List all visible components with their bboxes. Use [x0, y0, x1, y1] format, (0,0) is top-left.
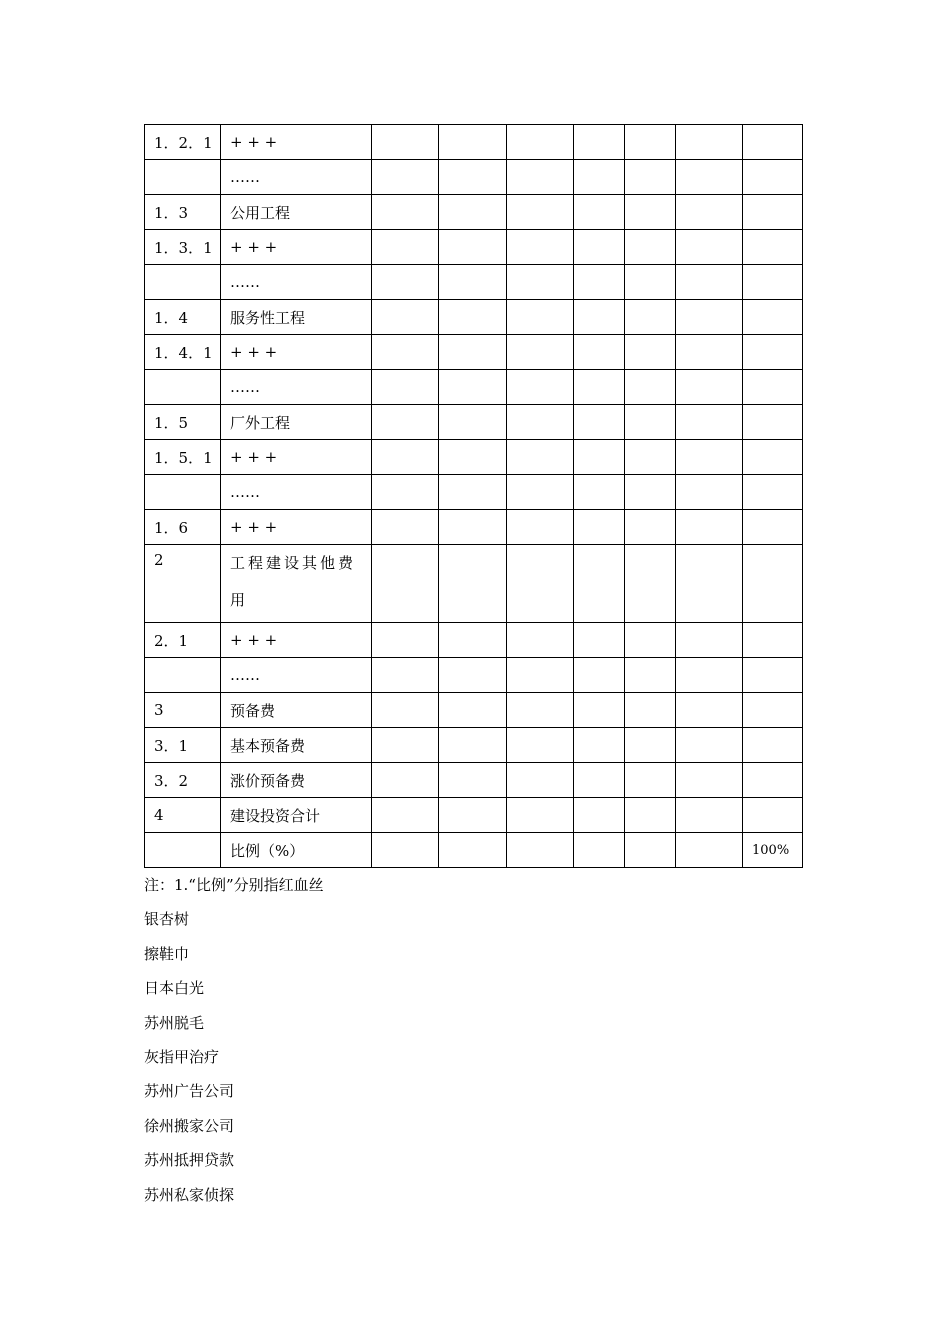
value-cell: [625, 833, 676, 868]
note-text-line: 苏州私家侦探: [144, 1185, 235, 1204]
value-cell: [676, 370, 743, 405]
row-number-cell: 1．6: [145, 510, 221, 545]
value-cell: [574, 475, 625, 510]
value-cell: [372, 833, 439, 868]
value-cell: [507, 125, 574, 160]
value-cell: [574, 195, 625, 230]
table-row: [145, 763, 803, 798]
value-cell: [574, 230, 625, 265]
value-cell: [676, 728, 743, 763]
row-number-cell: 1．5．1: [145, 440, 221, 475]
value-cell: [574, 763, 625, 798]
ratio-cell: [743, 510, 803, 545]
item-name-cell: + + +: [221, 440, 372, 475]
value-cell: [574, 370, 625, 405]
value-cell: [625, 195, 676, 230]
note-line: 注：1.“比例”分别指红血丝: [144, 876, 324, 894]
value-cell: [625, 335, 676, 370]
value-cell: [439, 658, 507, 693]
value-cell: [625, 763, 676, 798]
value-cell: [676, 335, 743, 370]
value-cell: [507, 265, 574, 300]
table-row: [145, 833, 803, 868]
ratio-cell: [743, 405, 803, 440]
value-cell: [676, 833, 743, 868]
item-name-cell: + + +: [221, 335, 372, 370]
value-cell: [439, 798, 507, 833]
row-number-cell: 2: [145, 545, 221, 623]
value-cell: [625, 475, 676, 510]
value-cell: [676, 545, 743, 623]
value-cell: [574, 440, 625, 475]
value-cell: [507, 798, 574, 833]
value-cell: [439, 230, 507, 265]
note-text-line: 苏州抵押贷款: [144, 1151, 235, 1170]
table-row: [145, 300, 803, 335]
row-number-cell: 2．1: [145, 623, 221, 658]
table-row: [145, 798, 803, 833]
row-number-cell: 1．5: [145, 405, 221, 440]
value-cell: [676, 763, 743, 798]
ratio-cell: [743, 798, 803, 833]
value-cell: [439, 475, 507, 510]
value-cell: [507, 160, 574, 195]
note-text-line: 徐州搬家公司: [144, 1116, 235, 1135]
table-body: [145, 125, 803, 868]
table-row: [145, 265, 803, 300]
item-name-cell: 工程建设其他费用: [221, 545, 372, 623]
value-cell: [574, 300, 625, 335]
value-cell: [507, 833, 574, 868]
value-cell: [439, 440, 507, 475]
value-cell: [625, 693, 676, 728]
value-cell: [574, 728, 625, 763]
value-cell: [372, 658, 439, 693]
ratio-cell: [743, 160, 803, 195]
table-row: [145, 623, 803, 658]
value-cell: [507, 440, 574, 475]
item-name-cell: 涨价预备费: [221, 763, 372, 798]
value-cell: [372, 335, 439, 370]
row-number-cell: 3．2: [145, 763, 221, 798]
value-cell: [625, 160, 676, 195]
value-cell: [507, 728, 574, 763]
value-cell: [439, 405, 507, 440]
value-cell: [625, 545, 676, 623]
row-number-cell: 1．2．1: [145, 125, 221, 160]
ratio-cell: [743, 545, 803, 623]
value-cell: [507, 370, 574, 405]
table-row: [145, 693, 803, 728]
value-cell: [439, 370, 507, 405]
value-cell: [372, 623, 439, 658]
value-cell: [372, 370, 439, 405]
note-text-line: 日本白光: [144, 979, 205, 998]
note-text-line: 灰指甲治疗: [144, 1047, 220, 1066]
value-cell: [439, 160, 507, 195]
item-name-cell: 厂外工程: [221, 405, 372, 440]
value-cell: [676, 623, 743, 658]
value-cell: [507, 475, 574, 510]
row-number-cell: 1．3．1: [145, 230, 221, 265]
item-name-cell: + + +: [221, 510, 372, 545]
table-row: [145, 440, 803, 475]
item-name-cell: 公用工程: [221, 195, 372, 230]
value-cell: [625, 230, 676, 265]
value-cell: [372, 510, 439, 545]
value-cell: [439, 623, 507, 658]
value-cell: [507, 230, 574, 265]
item-name-cell: ……: [221, 658, 372, 693]
item-name-cell: 服务性工程: [221, 300, 372, 335]
value-cell: [372, 405, 439, 440]
value-cell: [439, 693, 507, 728]
item-name-cell: + + +: [221, 623, 372, 658]
value-cell: [439, 300, 507, 335]
value-cell: [676, 510, 743, 545]
row-number-cell: 4: [145, 798, 221, 833]
table-row: [145, 335, 803, 370]
row-number-cell: [145, 658, 221, 693]
item-name-cell: ……: [221, 265, 372, 300]
note-text-line: 擦鞋巾: [144, 944, 190, 963]
value-cell: [507, 300, 574, 335]
row-number-cell: 3．1: [145, 728, 221, 763]
value-cell: [676, 230, 743, 265]
ratio-cell: [743, 693, 803, 728]
value-cell: [439, 335, 507, 370]
value-cell: [625, 658, 676, 693]
value-cell: [625, 370, 676, 405]
value-cell: [574, 510, 625, 545]
note-text-line: 银杏树: [144, 910, 190, 929]
ratio-cell: [743, 440, 803, 475]
value-cell: [625, 300, 676, 335]
value-cell: [676, 125, 743, 160]
value-cell: [372, 763, 439, 798]
value-cell: [372, 195, 439, 230]
value-cell: [439, 545, 507, 623]
value-cell: [574, 125, 625, 160]
table-row: [145, 370, 803, 405]
value-cell: [372, 300, 439, 335]
value-cell: [574, 335, 625, 370]
table-row: [145, 160, 803, 195]
investment-estimate-table: [144, 124, 803, 868]
value-cell: [372, 693, 439, 728]
value-cell: [439, 195, 507, 230]
value-cell: [625, 510, 676, 545]
value-cell: [574, 160, 625, 195]
value-cell: [625, 265, 676, 300]
row-number-cell: 1．4: [145, 300, 221, 335]
ratio-cell: [743, 370, 803, 405]
value-cell: [676, 300, 743, 335]
value-cell: [507, 658, 574, 693]
value-cell: [625, 798, 676, 833]
row-number-cell: 1．3: [145, 195, 221, 230]
table-row: [145, 545, 803, 623]
value-cell: [625, 440, 676, 475]
value-cell: [507, 510, 574, 545]
value-cell: [676, 475, 743, 510]
value-cell: [372, 265, 439, 300]
ratio-cell: [743, 125, 803, 160]
table-row: [145, 125, 803, 160]
value-cell: [574, 693, 625, 728]
value-cell: [439, 833, 507, 868]
table-row: [145, 230, 803, 265]
value-cell: [625, 728, 676, 763]
ratio-cell: [743, 265, 803, 300]
ratio-cell: [743, 623, 803, 658]
value-cell: [625, 405, 676, 440]
value-cell: [574, 545, 625, 623]
note-text-line: 苏州广告公司: [144, 1082, 235, 1101]
note-text-line: 苏州脱毛: [144, 1013, 205, 1032]
value-cell: [439, 728, 507, 763]
row-number-cell: 3: [145, 693, 221, 728]
value-cell: [676, 693, 743, 728]
value-cell: [507, 545, 574, 623]
ratio-cell: [743, 300, 803, 335]
table-row: [145, 475, 803, 510]
table-row: [145, 405, 803, 440]
table-row: [145, 658, 803, 693]
value-cell: [439, 763, 507, 798]
value-cell: [372, 545, 439, 623]
value-cell: [439, 265, 507, 300]
ratio-cell: [743, 335, 803, 370]
value-cell: [372, 475, 439, 510]
row-number-cell: [145, 265, 221, 300]
value-cell: [676, 405, 743, 440]
value-cell: [372, 230, 439, 265]
item-name-cell: ……: [221, 475, 372, 510]
row-number-cell: [145, 370, 221, 405]
value-cell: [507, 335, 574, 370]
value-cell: [507, 405, 574, 440]
row-number-cell: [145, 160, 221, 195]
item-name-cell: 基本预备费: [221, 728, 372, 763]
item-name-cell: 比例（%）: [221, 833, 372, 868]
table-row: [145, 510, 803, 545]
value-cell: [676, 265, 743, 300]
table-row: [145, 195, 803, 230]
value-cell: [372, 728, 439, 763]
row-number-cell: [145, 475, 221, 510]
ratio-cell: [743, 658, 803, 693]
row-number-cell: 1．4．1: [145, 335, 221, 370]
value-cell: [372, 798, 439, 833]
value-cell: [676, 658, 743, 693]
value-cell: [507, 763, 574, 798]
ratio-cell: 100%: [743, 833, 803, 868]
item-name-cell: + + +: [221, 125, 372, 160]
value-cell: [574, 405, 625, 440]
value-cell: [574, 833, 625, 868]
value-cell: [507, 195, 574, 230]
table-row: [145, 728, 803, 763]
ratio-cell: [743, 763, 803, 798]
notes-section: [144, 868, 324, 1212]
value-cell: [439, 510, 507, 545]
value-cell: [676, 160, 743, 195]
item-name-cell: ……: [221, 370, 372, 405]
value-cell: [676, 440, 743, 475]
value-cell: [574, 658, 625, 693]
value-cell: [574, 623, 625, 658]
item-name-cell: 建设投资合计: [221, 798, 372, 833]
item-name-cell: ……: [221, 160, 372, 195]
value-cell: [676, 798, 743, 833]
value-cell: [372, 160, 439, 195]
ratio-cell: [743, 728, 803, 763]
value-cell: [439, 125, 507, 160]
ratio-cell: [743, 195, 803, 230]
value-cell: [676, 195, 743, 230]
value-cell: [372, 440, 439, 475]
value-cell: [507, 623, 574, 658]
value-cell: [574, 265, 625, 300]
ratio-cell: [743, 230, 803, 265]
value-cell: [625, 623, 676, 658]
value-cell: [507, 693, 574, 728]
item-name-cell: 预备费: [221, 693, 372, 728]
item-name-cell: + + +: [221, 230, 372, 265]
ratio-cell: [743, 475, 803, 510]
value-cell: [574, 798, 625, 833]
value-cell: [372, 125, 439, 160]
value-cell: [625, 125, 676, 160]
row-number-cell: [145, 833, 221, 868]
